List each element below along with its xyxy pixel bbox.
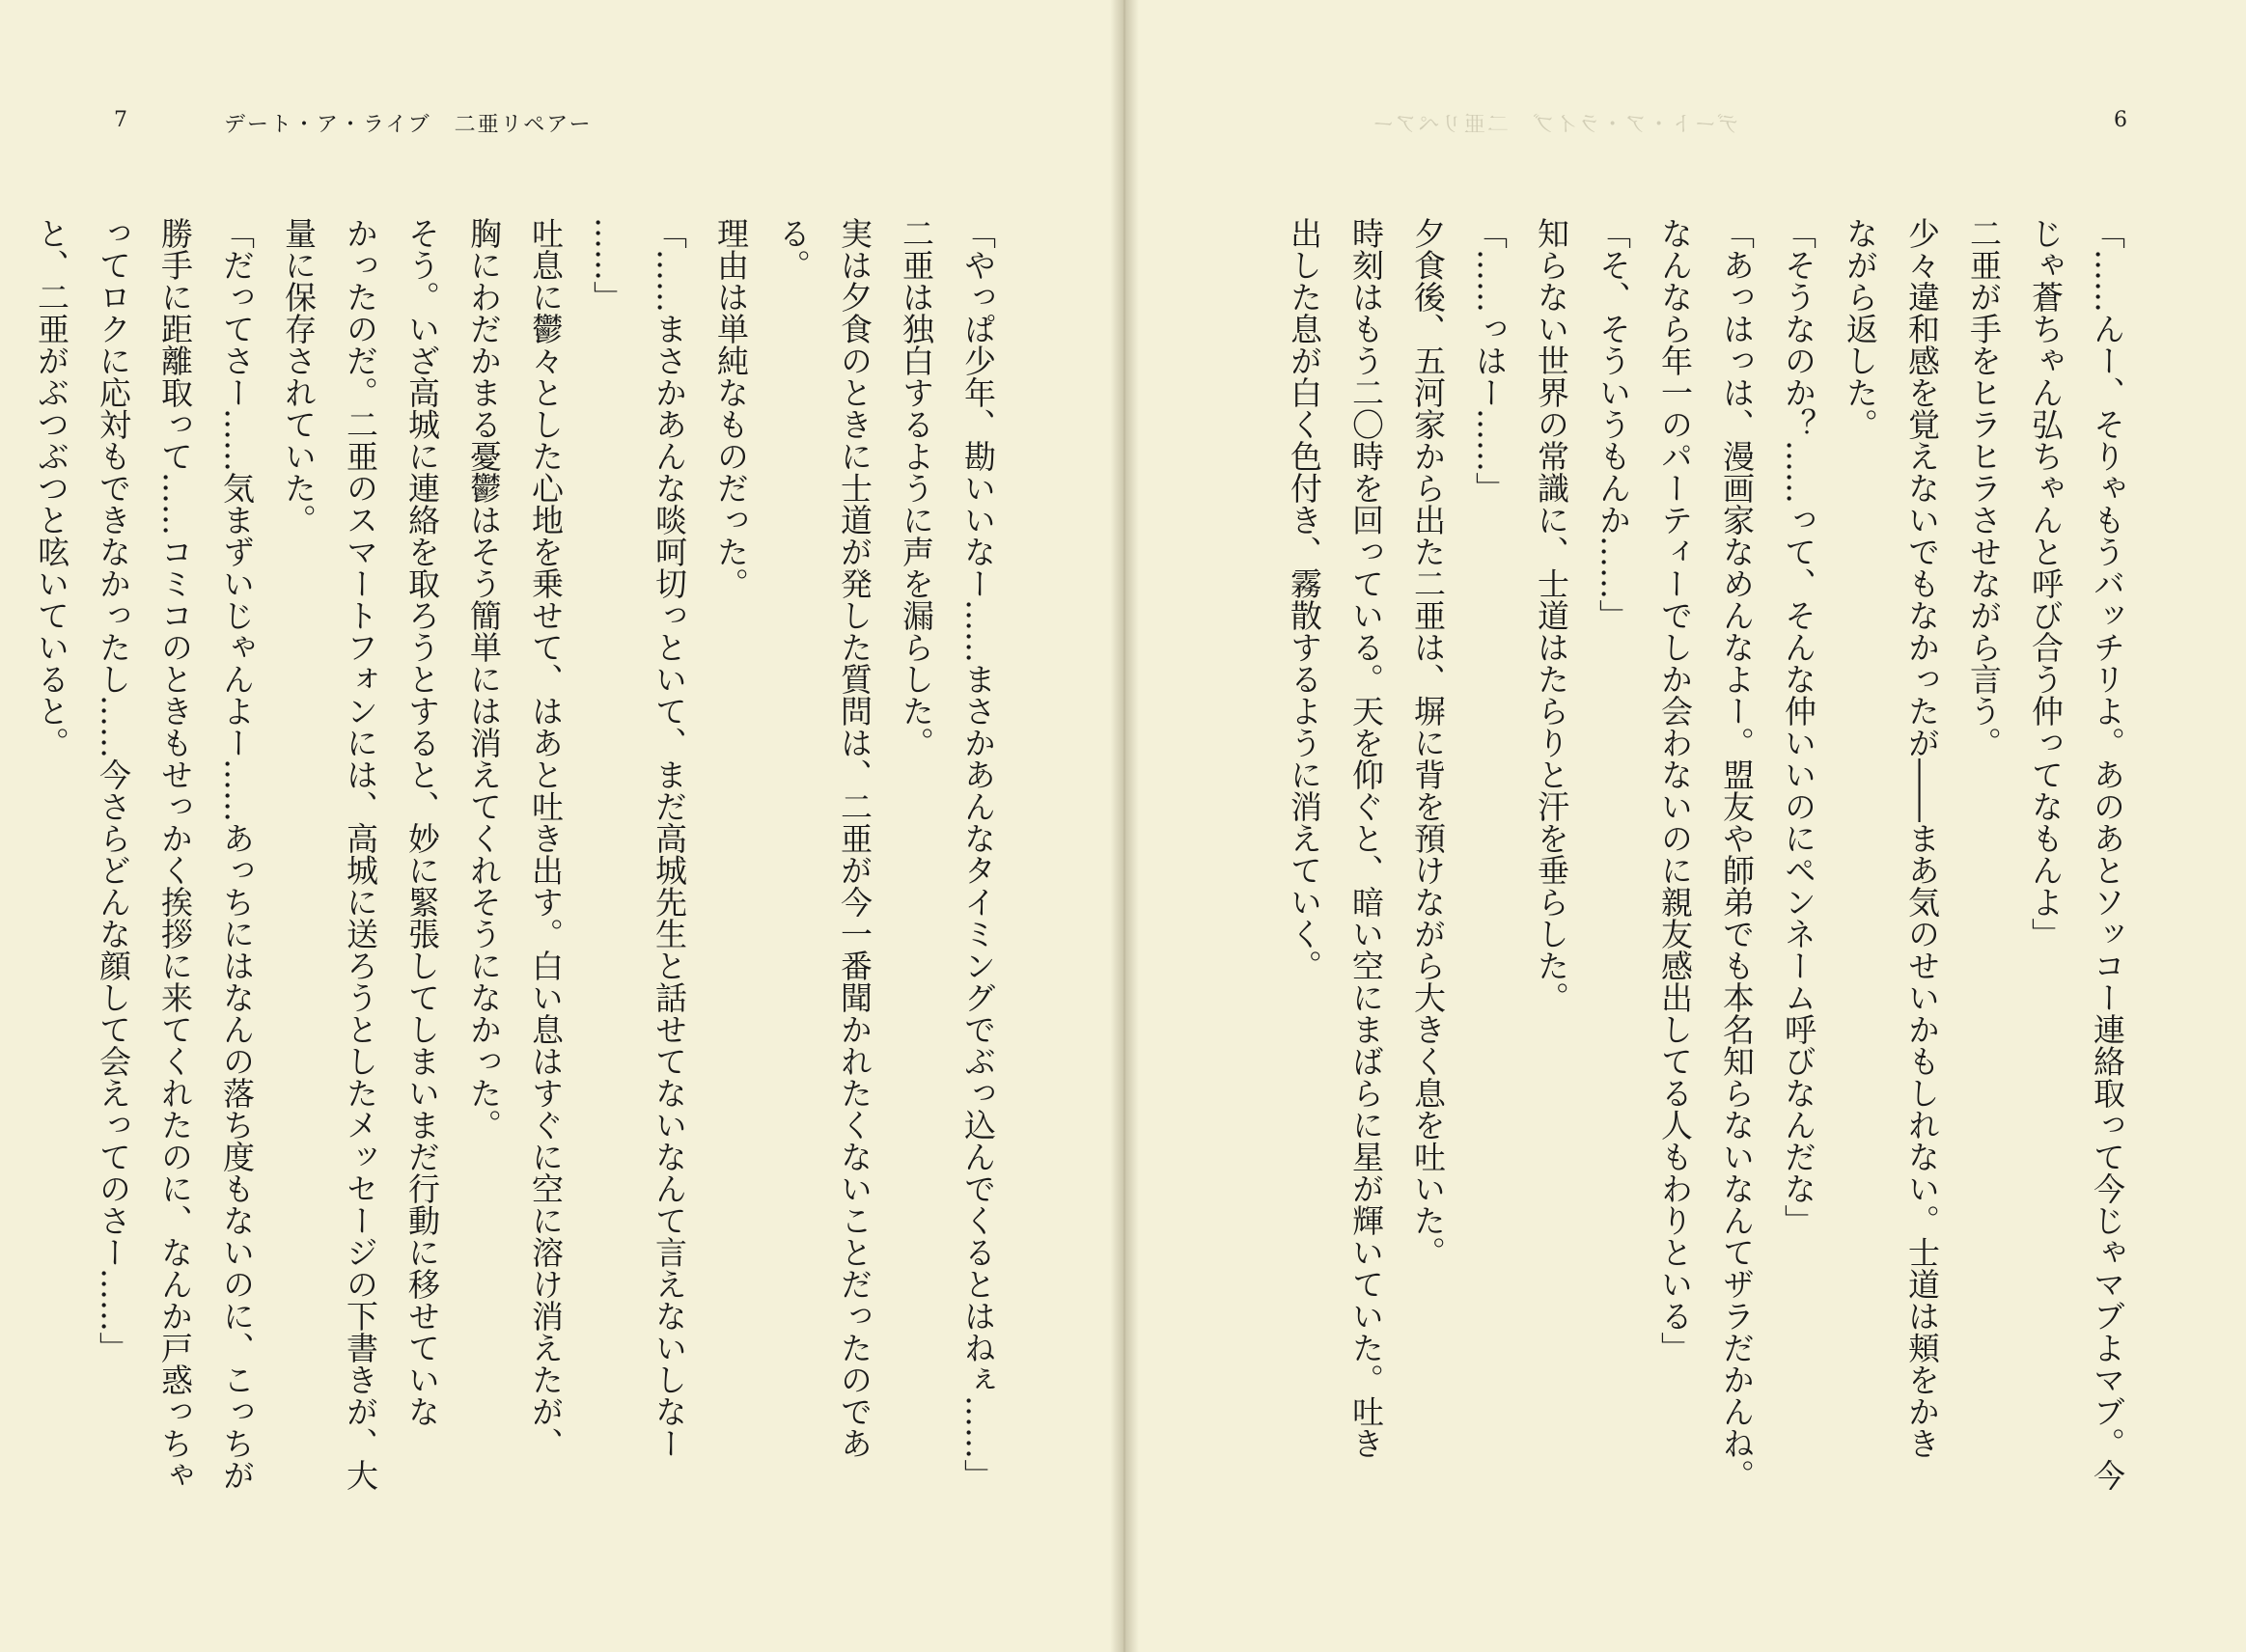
text-line: 夕食後、五河家から出た二亜は、塀に背を預けながら大きく息を吐いた。 <box>1409 217 1447 1268</box>
text-line: 量に保存されていた。 <box>280 217 318 536</box>
running-head: デート・ア・ライブ 二亜リペアー <box>224 113 593 137</box>
text-line: 「あっはっは、漫画家なめんなよー。盟友や師弟でも本名知らないなんてザラだかんね。 <box>1718 217 1756 1491</box>
left-page-number: 7 <box>114 108 127 132</box>
text-line: 勝手に距離取って……コミコのときもせっかく挨拶に来てくれたのに、なんか戸惑っちゃ <box>156 217 194 1491</box>
text-line: ……」 <box>589 217 626 313</box>
left-page-body-text <box>33 217 1009 1491</box>
text-line: 理由は単純なものだった。 <box>712 217 750 599</box>
text-line: 「そ、そういうもんか……」 <box>1594 217 1632 631</box>
right-page-body-text <box>1211 217 2138 1491</box>
text-line: なんなら年一のパーティーでしか会わないのに親友感出してる人もわりといる」 <box>1656 217 1694 1363</box>
text-line: 「だってさー……気まずいじゃんよー……あっちにはなんの落ち度もないのに、こっちが <box>218 217 256 1491</box>
text-line: 「そうなのか？……って、そんな仲いいのにペンネーム呼びなんだな」 <box>1780 217 1817 1236</box>
text-line: 「やっぱ少年、勘いいなー……まさかあんなタイミングでぶっ込んでくるとはねぇ……」 <box>959 217 997 1491</box>
text-line: と、二亜がぶつぶつと呟いていると。 <box>33 217 70 758</box>
text-line: ってロクに応対もできなかったし……今さらどんな顔して会えってのさー……」 <box>95 217 132 1363</box>
text-line: 「……っはー……」 <box>1471 217 1509 504</box>
right-page-number: 6 <box>2114 108 2127 132</box>
text-line: 二亜は独白するように声を漏らした。 <box>898 217 935 758</box>
text-line: そう。いざ高城に連絡を取ろうとすると、妙に緊張してしまいまだ行動に移せていな <box>403 217 441 1427</box>
text-line: 吐息に鬱々とした心地を乗せて、はあと吐き出す。白い息はすぐに空に溶け消えたが、 <box>527 217 565 1459</box>
text-line: 二亜が手をヒラヒラさせながら言う。 <box>1965 217 2003 758</box>
text-line: 実は夕食のときに士道が発した質問は、二亜が今一番聞かれたくないことだったのであ <box>836 217 873 1459</box>
text-line: る。 <box>774 217 812 281</box>
text-line: かったのだ。二亜のスマートフォンには、高城に送ろうとしたメッセージの下書きが、大 <box>342 217 379 1491</box>
text-line: 少々違和感を覚えないでもなかったが――まあ気のせいかもしれない。士道は頬をかき <box>1903 217 1941 1459</box>
text-line: 胸にわだかまる憂鬱はそう簡単には消えてくれそうになかった。 <box>465 217 503 1141</box>
text-line: ながら返した。 <box>1842 217 1879 440</box>
book-gutter <box>1110 0 1139 1652</box>
text-line: 「……んー、そりゃもうバッチリよ。あのあとソッコー連絡取って今じゃマブよマブ。今 <box>2089 217 2126 1491</box>
text-line: 知らない世界の常識に、士道はたらりと汗を垂らした。 <box>1533 217 1570 1013</box>
text-line: 時刻はもう二〇時を回っている。天を仰ぐと、暗い空にまばらに星が輝いていた。吐き <box>1347 217 1385 1459</box>
text-line: じゃ蒼ちゃん弘ちゃんと呼び合う仲ってなもんよ」 <box>2027 217 2065 950</box>
text-line: 出した息が白く色付き、霧散するように消えていく。 <box>1286 217 1323 981</box>
show-through-running-head: デート・ア・ライブ 二亜リペアー <box>1371 113 1739 137</box>
text-line: 「……まさかあんな啖呵切っといて、まだ高城先生と話せてないなんて言えないしなー <box>651 217 688 1459</box>
